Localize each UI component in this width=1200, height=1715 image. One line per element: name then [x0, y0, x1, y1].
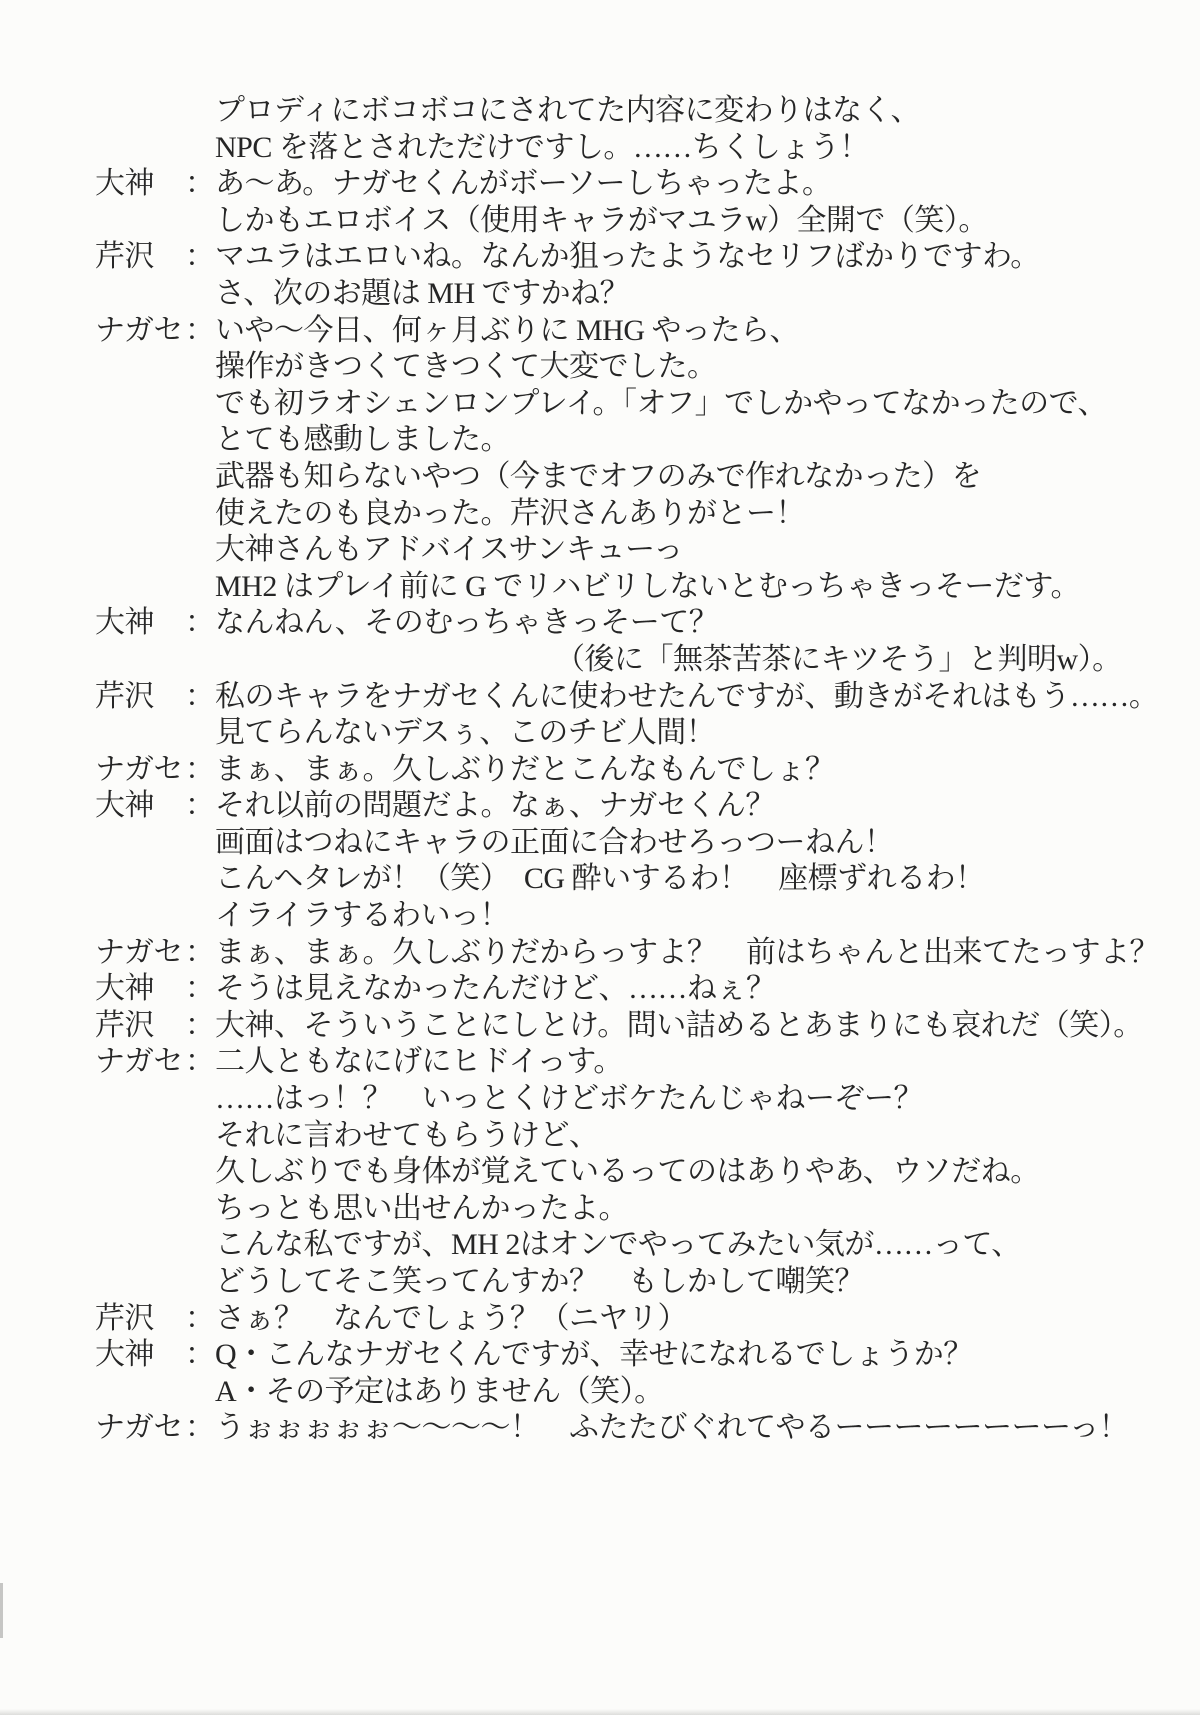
speaker-name	[95, 1264, 185, 1301]
speaker-colon	[185, 861, 215, 898]
dialogue-text: あ〜あ。ナガセくんがボーソーしちゃったよ。	[215, 167, 832, 201]
speaker-name	[95, 1227, 185, 1264]
speaker-name	[95, 422, 185, 459]
dialogue-line	[95, 1044, 1159, 1081]
dialogue-line	[95, 1191, 1159, 1228]
speaker-name	[95, 715, 185, 752]
dialogue-line	[95, 1227, 1159, 1264]
speaker-name: ナガセ	[95, 1045, 183, 1079]
dialogue-text: 私のキャラをナガセくんに使わせたんですが、動きがそれはもう……。	[215, 679, 1159, 713]
dialogue-line	[95, 496, 1159, 533]
speaker-name	[95, 569, 185, 606]
speaker-colon	[185, 386, 215, 423]
speaker-name	[95, 276, 185, 313]
dialogue-line	[95, 313, 1159, 350]
dialogue-line	[95, 569, 1159, 606]
speaker-name	[95, 1081, 185, 1118]
speaker-name	[95, 459, 185, 496]
speaker-colon	[185, 898, 215, 935]
speaker-colon	[185, 1118, 215, 1155]
dialogue-line	[95, 239, 1159, 276]
dialogue-line	[95, 166, 1159, 203]
speaker-name: 芹沢	[95, 240, 154, 274]
dialogue-text: 画面はつねにキャラの正面に合わせろっつーねん！	[215, 825, 894, 859]
dialogue-line	[95, 386, 1159, 423]
speaker-colon	[185, 459, 215, 496]
dialogue-text: 見てらんないデスぅ、このチビ人間！	[215, 716, 716, 750]
dialogue-line	[95, 532, 1159, 569]
speaker-colon: ：	[185, 935, 215, 969]
speaker-colon: ：	[185, 679, 215, 713]
speaker-colon: ：	[185, 606, 215, 640]
dialogue-text: 武器も知らないやつ（今までオフのみで作れなかった）を	[215, 459, 982, 493]
dialogue-text: ……はっ！？ いっとくけどボケたんじゃねーぞー？	[215, 1082, 923, 1116]
speaker-colon	[185, 422, 215, 459]
dialogue-text: こんな私ですが、MH 2はオンでやってみたい気が……って、	[215, 1228, 1021, 1262]
dialogue-line	[95, 1118, 1159, 1155]
speaker-colon: ：	[185, 752, 215, 786]
dialogue-line	[95, 1337, 1159, 1374]
dialogue-text: 大神、そういうことにしとけ。問い詰めるとあまりにも哀れだ（笑）。	[215, 1008, 1143, 1042]
dialogue-text: うぉぉぉぉぉ〜〜〜〜！ ふたたびぐれてやるーーーーーーーーっ！	[215, 1411, 1129, 1445]
dialogue-text: それに言わせてもらうけど、	[215, 1118, 599, 1152]
speaker-name	[95, 1374, 185, 1411]
dialogue-line	[95, 93, 1159, 130]
dialogue-line	[95, 130, 1159, 167]
dialogue-text: なんねん、そのむっちゃきっそーて？	[215, 606, 719, 640]
dialogue-text: いや〜今日、何ヶ月ぶりに MHG やったら、	[215, 313, 800, 347]
dialogue-line	[95, 642, 1159, 679]
speaker-colon	[185, 130, 215, 167]
dialogue-text: どうしてそこ笑ってんすか？ もしかして嘲笑？	[215, 1265, 864, 1298]
speaker-name	[95, 496, 185, 533]
dialogue-line	[95, 1264, 1159, 1301]
dialogue-line	[95, 1081, 1159, 1118]
speaker-colon: ：	[185, 1008, 215, 1042]
dialogue-line	[95, 752, 1159, 789]
dialogue-text: さぁ？ なんでしょう？（ニヤリ）	[215, 1301, 687, 1335]
speaker-name	[95, 861, 185, 898]
speaker-name: 芹沢	[95, 1301, 154, 1335]
speaker-colon: ：	[185, 1411, 215, 1445]
speaker-colon	[185, 1191, 215, 1228]
speaker-name: 芹沢	[95, 679, 154, 713]
speaker-name	[95, 130, 185, 167]
speaker-name	[95, 93, 185, 130]
dialogue-text: 大神さんもアドバイスサンキューっ	[215, 533, 683, 567]
speaker-name	[95, 825, 185, 862]
speaker-name: 大神	[95, 606, 154, 640]
dialogue-line	[95, 715, 1159, 752]
dialogue-text: 二人ともなにげにヒドイっす。	[215, 1045, 623, 1079]
dialogue-text: とても感動しました。	[215, 423, 510, 457]
speaker-colon	[185, 825, 215, 862]
dialogue-transcript	[95, 93, 1159, 1447]
scan-artifact-bottom-edge	[0, 1709, 1200, 1715]
dialogue-text: しかもエロボイス（使用キャラがマユラw）全開で（笑）。	[215, 203, 988, 237]
speaker-name: 大神	[95, 167, 154, 201]
speaker-colon	[185, 349, 215, 386]
dialogue-text: MH2 はプレイ前に G でリハビリしないとむっちゃきっそーだす。	[215, 569, 1081, 603]
speaker-colon: ：	[185, 167, 215, 201]
dialogue-line	[95, 203, 1159, 240]
dialogue-text: さ、次のお題は MH ですかね？	[215, 276, 630, 310]
speaker-colon	[185, 1154, 215, 1191]
speaker-colon	[185, 496, 215, 533]
speaker-colon	[185, 569, 215, 606]
speaker-name	[95, 386, 185, 423]
dialogue-text: 使えたのも良かった。芹沢さんありがとー！	[215, 496, 805, 530]
dialogue-text: ちっとも思い出せんかったよ。	[215, 1191, 628, 1225]
dialogue-text: でも初ラオシェンロンプレイ。「オフ」でしかやってなかったので、	[215, 386, 1107, 420]
dialogue-line	[95, 861, 1159, 898]
speaker-colon	[185, 1264, 215, 1301]
dialogue-text: NPC を落とされただけですし。……ちくしょう！	[215, 130, 869, 164]
speaker-colon: ：	[185, 1338, 215, 1372]
speaker-name	[95, 642, 185, 679]
speaker-name	[95, 898, 185, 935]
dialogue-line	[95, 459, 1159, 496]
speaker-colon: ：	[185, 972, 215, 1006]
speaker-colon: ：	[185, 313, 215, 347]
dialogue-text: （後に「無茶苦茶にキツそう」と判明w）。	[555, 642, 1122, 676]
speaker-colon	[185, 93, 215, 130]
speaker-name: ナガセ	[95, 752, 183, 786]
speaker-colon: ：	[185, 789, 215, 823]
dialogue-text: こんヘタレが！（笑） CG 酔いするわ！ 座標ずれるわ！	[215, 862, 985, 896]
dialogue-line	[95, 935, 1159, 972]
dialogue-line	[95, 898, 1159, 935]
speaker-colon	[185, 203, 215, 240]
speaker-colon	[185, 1081, 215, 1118]
dialogue-line	[95, 276, 1159, 313]
speaker-name: ナガセ	[95, 1411, 183, 1445]
dialogue-line	[95, 788, 1159, 825]
speaker-colon	[185, 276, 215, 313]
dialogue-text: A・その予定はありません（笑）。	[215, 1374, 664, 1408]
speaker-name: 大神	[95, 789, 154, 823]
dialogue-line	[95, 1154, 1159, 1191]
dialogue-line	[95, 825, 1159, 862]
speaker-name: 大神	[95, 1338, 154, 1372]
dialogue-text: プロディにボコボコにされてた内容に変わりはなく、	[215, 94, 920, 127]
scan-artifact-left-edge	[0, 1583, 3, 1638]
speaker-name: ナガセ	[95, 935, 183, 969]
speaker-name	[95, 203, 185, 240]
dialogue-line	[95, 1008, 1159, 1045]
dialogue-text: まぁ、まぁ。久しぶりだとこんなもんでしょ？	[215, 752, 835, 786]
speaker-name	[95, 1118, 185, 1155]
speaker-colon: ：	[185, 1301, 215, 1335]
speaker-colon: ：	[185, 240, 215, 274]
dialogue-text: そうは見えなかったんだけど、……ねぇ？	[215, 972, 776, 1006]
dialogue-line	[95, 971, 1159, 1008]
speaker-name	[95, 1154, 185, 1191]
speaker-colon: ：	[185, 1045, 215, 1079]
speaker-colon	[185, 1374, 215, 1411]
dialogue-text: マユラはエロいね。なんか狙ったようなセリフばかりですわ。	[215, 240, 1040, 274]
dialogue-text: Q・こんなナガセくんですが、幸せになれるでしょうか？	[215, 1338, 973, 1372]
speaker-colon	[185, 532, 215, 569]
speaker-name: 芹沢	[95, 1008, 154, 1042]
speaker-name: ナガセ	[95, 313, 183, 347]
dialogue-line	[95, 422, 1159, 459]
dialogue-line	[95, 1374, 1159, 1411]
dialogue-line	[95, 349, 1159, 386]
speaker-colon	[185, 715, 215, 752]
speaker-name: 大神	[95, 972, 154, 1006]
speaker-colon	[185, 1227, 215, 1264]
dialogue-text: 操作がきつくてきつくて大変でした。	[215, 350, 717, 384]
dialogue-text: まぁ、まぁ。久しぶりだからっすよ？ 前はちゃんと出来てたっすよ？	[215, 935, 1159, 969]
dialogue-text: 久しぶりでも身体が覚えているってのはありやあ、ウソだね。	[215, 1155, 1040, 1189]
dialogue-line	[95, 1410, 1159, 1447]
dialogue-line	[95, 605, 1159, 642]
dialogue-text: イライラするわいっ！	[215, 899, 510, 933]
speaker-name	[95, 532, 185, 569]
dialogue-text: それ以前の問題だよ。なぁ、ナガセくん？	[215, 789, 775, 823]
speaker-colon	[185, 642, 215, 679]
speaker-name	[95, 349, 185, 386]
dialogue-line	[95, 679, 1159, 716]
speaker-name	[95, 1191, 185, 1228]
dialogue-line	[95, 1301, 1159, 1338]
